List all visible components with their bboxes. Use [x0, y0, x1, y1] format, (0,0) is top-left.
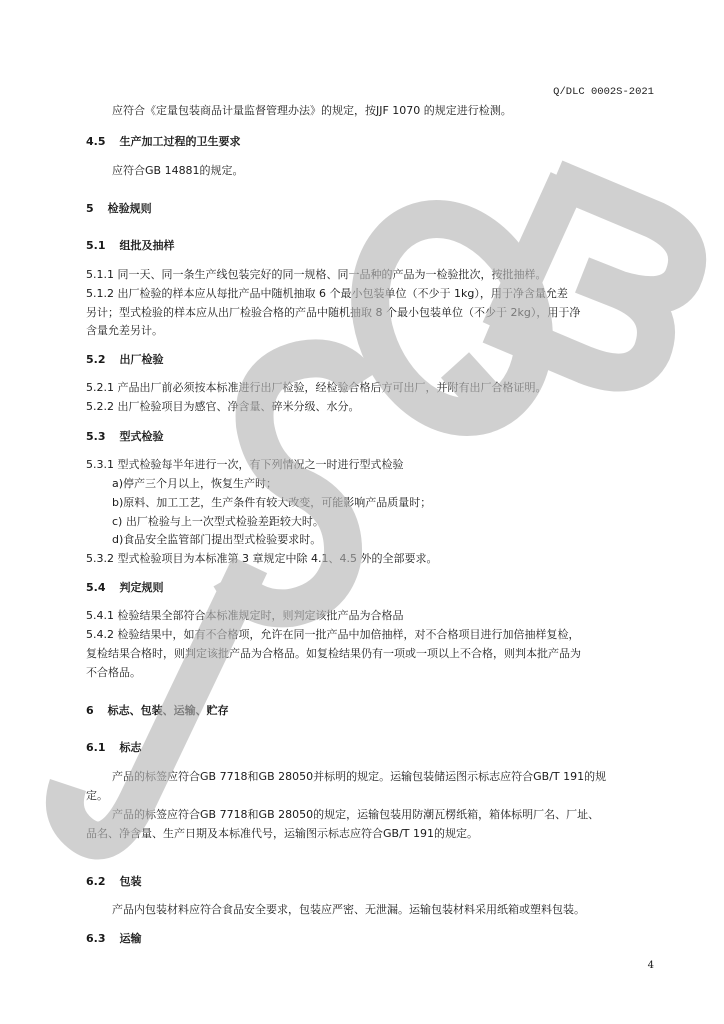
heading-6-3 — [86, 930, 658, 948]
section-number: 5 — [86, 202, 94, 215]
clause-5-4-2-line2: 复检结果合格时，则判定该批产品为合格品。如复检结果仍有一项或一项以上不合格，则判本批产品为 — [86, 647, 581, 660]
heading-6-1 — [86, 739, 658, 757]
heading-5-1 — [86, 237, 658, 255]
clause-5-3-1-item-c: c) 出厂检验与上一次型式检验差距较大时。 — [112, 515, 324, 528]
heading-6 — [86, 702, 658, 720]
clause-5-4-1: 5.4.1 检验结果全部符合本标准规定时，则判定该批产品为合格品 — [86, 609, 404, 622]
document-code: Q/DLC 0002S-2021 — [553, 86, 654, 98]
section-title: 型式检验 — [119, 430, 164, 443]
clause-5-3-1-item-b: b)原料、加工工艺，生产条件有较大改变，可能影响产品质量时； — [112, 496, 432, 509]
paragraph-6-1-1-line2: 定。 — [86, 789, 108, 802]
clause-5-2-2: 5.2.2 出厂检验项目为感官、净含量、碎米分级、水分。 — [86, 400, 360, 413]
section-number: 5.3 — [86, 430, 106, 443]
clause-5-4-2-line3: 不合格品。 — [86, 666, 141, 679]
page-number: 4 — [647, 960, 654, 971]
section-number: 6.3 — [86, 932, 106, 945]
clause-5-3-1: 5.3.1 型式检验每半年进行一次，有下列情况之一时进行型式检验 — [86, 458, 404, 471]
section-number: 5.4 — [86, 581, 106, 594]
clause-5-2-1: 5.2.1 产品出厂前必须按本标准进行出厂检验，经检验合格后方可出厂，并附有出厂合格证明。 — [86, 381, 547, 394]
section-title: 包装 — [119, 875, 142, 888]
section-title: 组批及抽样 — [119, 239, 175, 252]
heading-5-2 — [86, 351, 658, 369]
heading-5-3 — [86, 428, 658, 446]
section-title: 判定规则 — [119, 581, 164, 594]
clause-5-1-2-line3: 含量允差另计。 — [86, 324, 163, 337]
section-number: 4.5 — [86, 135, 106, 148]
section-title: 生产加工过程的卫生要求 — [119, 135, 241, 148]
paragraph-6-1-2-line2: 品名、净含量、生产日期及本标准代号，运输图示标志应符合GB/T 191的规定。 — [86, 827, 478, 840]
section-title: 运输 — [119, 932, 142, 945]
clause-5-4-2-line1: 5.4.2 检验结果中，如有不合格项，允许在同一批产品中加倍抽样，对不合格项目进行加倍抽样复检， — [86, 628, 580, 641]
section-number: 6 — [86, 704, 94, 717]
section-title: 标志 — [119, 741, 142, 754]
section-title: 检验规则 — [107, 202, 152, 215]
paragraph-6-1-2-line1: 产品的标签应符合GB 7718和GB 28050的规定，运输包装用防潮瓦楞纸箱，箱体标明厂名、厂址、 — [112, 808, 600, 821]
section-number: 5.2 — [86, 353, 106, 366]
heading-6-2 — [86, 873, 658, 891]
heading-5-4 — [86, 579, 658, 597]
section-title: 出厂检验 — [119, 353, 164, 366]
paragraph-4-5: 应符合GB 14881的规定。 — [112, 164, 244, 177]
heading-5 — [86, 200, 658, 218]
section-number: 6.2 — [86, 875, 106, 888]
paragraph-quantity: 应符合《定量包装商品计量监督管理办法》的规定，按JJF 1070 的规定进行检测。 — [112, 104, 512, 117]
section-number: 5.1 — [86, 239, 106, 252]
clause-5-1-2-line1: 5.1.2 出厂检验的样本应从每批产品中随机抽取 6 个最小包装单位（不少于 1kg），用于净含量允差 — [86, 287, 568, 300]
section-title: 标志、包装、运输、贮存 — [107, 704, 229, 717]
clause-5-1-2-line2: 另计；型式检验的样本应从出厂检验合格的产品中随机抽取 8 个最小包装单位（不少于 2kg），用于净 — [86, 306, 581, 319]
paragraph-6-1-1-line1: 产品的标签应符合GB 7718和GB 28050并标明的规定。运输包装储运图示标志应符合GB/T 191的规 — [112, 770, 607, 783]
heading-4-5 — [86, 133, 658, 151]
paragraph-6-2: 产品内包装材料应符合食品安全要求，包装应严密、无泄漏。运输包装材料采用纸箱或塑料包装。 — [112, 903, 585, 916]
clause-5-3-1-item-d: d)食品安全监管部门提出型式检验要求时。 — [112, 533, 322, 546]
clause-5-1-1: 5.1.1 同一天、同一条生产线包装完好的同一规格、同一品种的产品为一检验批次，按批抽样。 — [86, 268, 547, 281]
clause-5-3-2: 5.3.2 型式检验项目为本标准第 3 章规定中除 4.1、4.5 外的全部要求。 — [86, 552, 438, 565]
clause-5-3-1-item-a: a)停产三个月以上，恢复生产时； — [112, 477, 278, 490]
section-number: 6.1 — [86, 741, 106, 754]
